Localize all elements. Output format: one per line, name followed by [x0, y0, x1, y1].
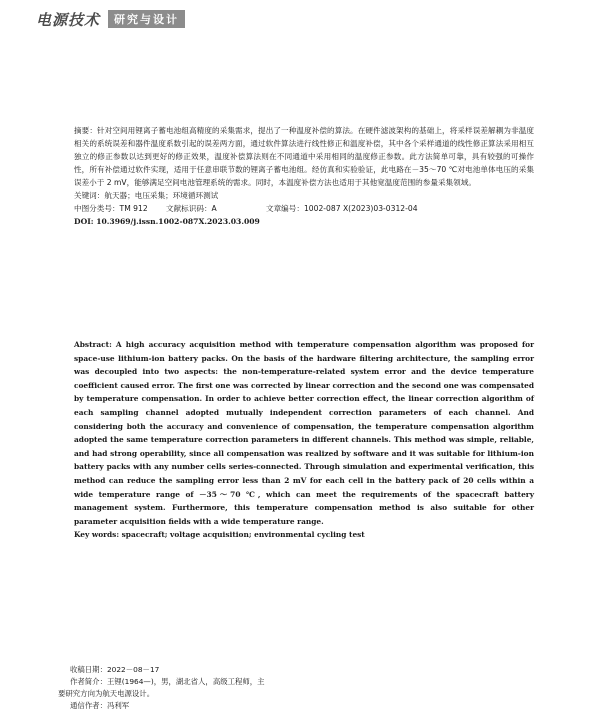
section-tag: 研究与设计 [108, 10, 185, 28]
corresponding-author: 通信作者：冯利军 [70, 701, 130, 710]
author-bio-line1: 作者简介：王锂(1964—)，男，湖北省人，高级工程师，主 [70, 677, 265, 686]
chinese-abstract: 摘要：针对空间用锂离子蓄电池组高精度的采集需求，提出了一种温度补偿的算法。在硬件滤波架构的基础上，将采样误差解耦为非温度相关的系统误差和器件温度系数引起的误差两方面，通过软件算法进行线性修正和温度补偿，其中各个采样通道的线性修正算法采用相互独立的修正参数以达到更好的修正效果，温度补偿算法则在不同通道中采用相同的温度修正参数。此方法简单可靠，具有较强的可操作性，所有补偿通过软件实现，适用于任意串联节数的锂离子蓄电池组。经仿真和实验验证，此电路在－35～70 ℃对电池单体电压的采集误差小于 2 mV，能够满足空间电池管理系统的需求。同时，本温度补偿方法也适用于其他宽温度范围的参量采集领域。 [74, 126, 534, 187]
chinese-abstract-block [74, 124, 534, 228]
doi: DOI: 10.3969/j.issn.1002-087X.2023.03.009 [74, 217, 260, 226]
footnote [58, 664, 265, 712]
journal-header [36, 8, 185, 30]
clc-number: 中图分类号：TM 912 [74, 204, 148, 213]
chinese-keywords: 关键词：航天器；电压采集；环境循环测试 [74, 191, 219, 200]
author-bio-line2: 要研究方向为航天电源设计。 [58, 689, 155, 698]
english-abstract-block [74, 338, 534, 542]
document-code: 文献标识码：A [166, 204, 217, 213]
article-number: 文章编号：1002-087 X(2023)03-0312-04 [266, 204, 418, 213]
journal-name: 电源技术 [36, 10, 101, 29]
received-date: 收稿日期：2022－08－17 [70, 665, 160, 674]
english-keywords: Key words: spacecraft; voltage acquisition; environmental cycling test [74, 530, 365, 540]
classification-row [74, 202, 534, 215]
english-abstract: Abstract: A high accuracy acquisition method with temperature compensation algorithm was proposed for space-use lithium-ion battery packs. On the basis of the hardware filtering architecture, the sampling error was decoupled into two aspects: the non-temperature-related system error and the device temperature coefficient caused error. The first one was corrected by linear correction and the second one was compensated by temperature compensation. In order to achieve better correction effect, the linear correction algorithm of each sampling channel adopted mutually independent correction parameters of each channel. And considering both the accuracy and convenience of compensation, the temperature compensation algorithm adopted the same temperature correction parameters in different channels. This method was simple, reliable, and had strong operability, since all compensation was realized by software and it was suitable for lithium-ion battery packs with any number cells series-connected. Through simulation and experimental verification, this method can reduce the sampling error less than 2 mV for each cell in the battery pack of 20 cells within a wide temperature range of －35～70 ℃, which can meet the requirements of the spacecraft battery management system. Furthermore, this temperature compensation method is also suitable for other parameter acquisition fields with a wide temperature range. [74, 340, 534, 526]
